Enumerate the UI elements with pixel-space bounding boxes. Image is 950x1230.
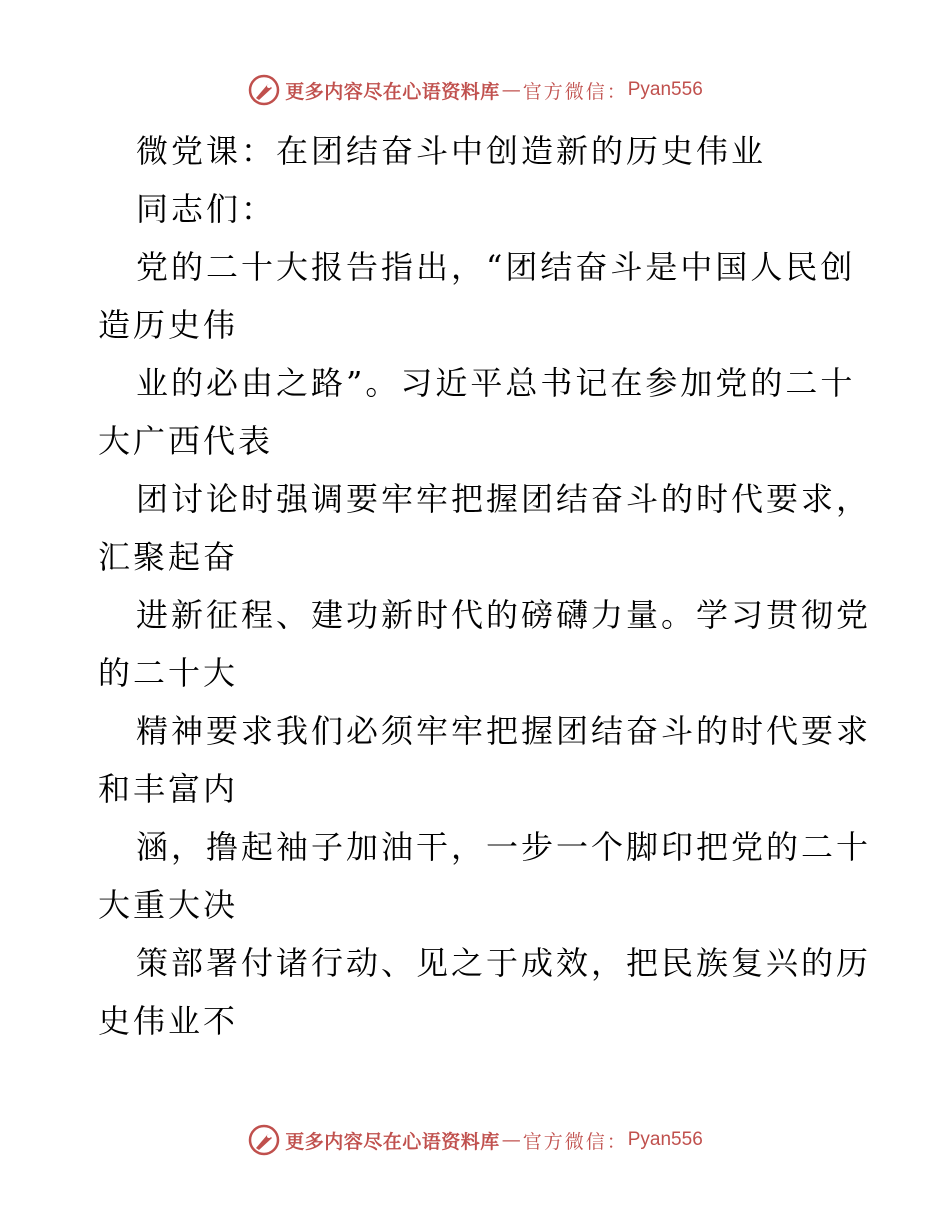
text-line: 造历史伟	[98, 306, 239, 344]
banner-text: 更多内容尽在心语资料库	[285, 1130, 500, 1153]
document-body	[98, 122, 872, 1050]
text-line: 涵，撸起袖子加油干，一步一个脚印把党的二十	[136, 828, 872, 866]
document-title: 微党课：在团结奋斗中创造新的历史伟业	[136, 132, 767, 170]
text-line: 业的必由之路”。习近平总书记在参加党的二十	[136, 364, 856, 402]
text-line: 汇聚起奋	[98, 538, 239, 576]
banner-wechat-id: Pyan556	[627, 79, 703, 100]
banner-wechat-label: 官方微信：	[522, 1130, 628, 1153]
text-line: 的二十大	[98, 654, 239, 692]
banner-dash: —	[501, 1129, 521, 1151]
text-line: 和丰富内	[98, 770, 239, 808]
footer-banner	[0, 1120, 950, 1160]
text-line: 进新征程、建功新时代的磅礴力量。学习贯彻党	[136, 596, 872, 634]
text-line: 史伟业不	[98, 1002, 239, 1040]
text-line: 大重大决	[98, 886, 239, 924]
text-line: 团讨论时强调要牢牢把握团结奋斗的时代要求，	[136, 480, 872, 518]
text-line: 党的二十大报告指出，“团结奋斗是中国人民创	[136, 248, 856, 286]
banner-text: 更多内容尽在心语资料库	[285, 80, 500, 103]
banner-dash: —	[501, 79, 521, 101]
header-banner	[0, 70, 950, 110]
pen-nib-logo-icon	[247, 1123, 281, 1157]
text-line: 策部署付诸行动、见之于成效，把民族复兴的历	[136, 944, 872, 982]
text-line: 精神要求我们必须牢牢把握团结奋斗的时代要求	[136, 712, 872, 750]
banner-wechat-label: 官方微信：	[522, 80, 628, 103]
pen-nib-logo-icon	[247, 73, 281, 107]
banner-wechat-id: Pyan556	[627, 1129, 703, 1150]
salutation: 同志们：	[136, 190, 277, 228]
text-line: 大广西代表	[98, 422, 274, 460]
